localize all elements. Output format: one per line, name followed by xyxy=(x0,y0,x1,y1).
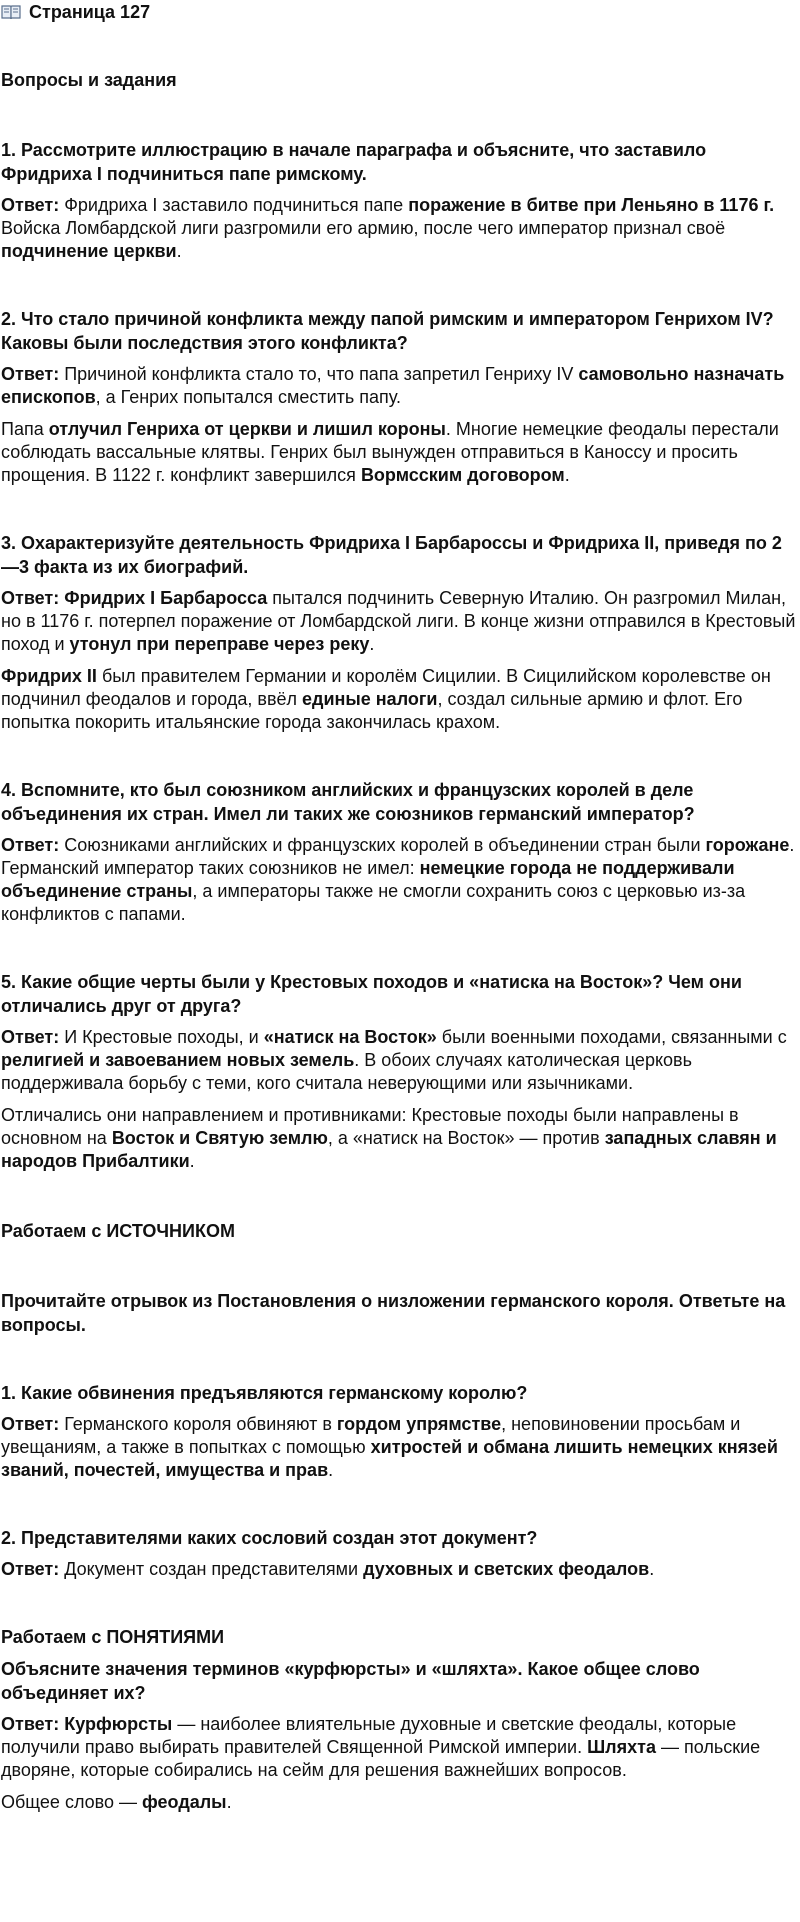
bold-text-run: самовольно назначать епископов xyxy=(1,364,785,407)
bold-text-run: хитростей и обмана лишить немецких князей званий, почестей, имущества и прав xyxy=(1,1437,778,1480)
bold-text-run: Вормсским договором xyxy=(360,465,565,485)
bold-text-run: Ответ: xyxy=(1,835,60,855)
question-5: 5. Какие общие черты были у Крестовых походов и «натиска на Восток»? Чем они отличались друг от друга? xyxy=(1,972,742,1016)
text-run: — польские дворяне, которые собирались на сейм для решения важнейших вопросов. xyxy=(1,1737,761,1780)
section-title-source: Работаем с ИСТОЧНИКОМ xyxy=(1,1221,235,1241)
bold-text-run: гордом упрямстве xyxy=(336,1414,502,1434)
text-run: , неповиновении просьбам и увещаниям, а также в попытках с помощью xyxy=(1,1414,741,1457)
text-run: , а «натиск на Восток» — против xyxy=(327,1128,605,1148)
text-run: Общее слово — xyxy=(1,1792,143,1812)
text-run: И Крестовые походы, и xyxy=(59,1027,264,1047)
text-run: . Многие немецкие феодалы перестали соблюдать вассальные клятвы. Генрих был вынужден отправиться в Каноссу и просить прощения. В 1122 г. конфликт завершился xyxy=(1,419,779,485)
answer-3-part-2 xyxy=(1,665,797,734)
text-run: Документ создан представителями xyxy=(59,1559,364,1579)
bold-text-run: отлучил Генриха от церкви и лишил короны xyxy=(48,419,446,439)
text-run: Отличались они направлением и противниками: Крестовые походы были направлены в основном на xyxy=(1,1105,739,1148)
bold-text-run: религией и завоеванием новых земель xyxy=(1,1050,355,1070)
source-answer-2 xyxy=(1,1558,797,1581)
bold-text-run: поражение в битве при Леньяно в 1176 г. xyxy=(408,195,775,215)
open-book-icon xyxy=(1,4,21,20)
text-run: . В обоих случаях католическая церковь поддерживала борьбу с теми, кого считала неверующими или язычниками. xyxy=(1,1050,692,1093)
bold-text-run: духовных и светских феодалов xyxy=(363,1559,650,1579)
text-run: пытался подчинить Северную Италию. Он разгромил Милан, но в 1176 г. потерпел поражение от Ломбардской лиги. В конце жизни отправился в Крестовый поход и xyxy=(1,588,796,654)
text-run: Фридриха I заставило подчиниться папе xyxy=(59,195,409,215)
bold-text-run: Ответ: xyxy=(1,364,60,384)
bold-text-run: немецкие города не поддерживали объединение страны xyxy=(1,858,735,901)
page-header xyxy=(1,0,797,24)
answer-1 xyxy=(1,194,797,263)
text-run: . xyxy=(564,465,570,485)
text-run: Папа xyxy=(1,419,49,439)
text-run: . xyxy=(176,241,182,261)
bold-text-run: утонул при переправе через реку xyxy=(69,634,370,654)
text-run: . xyxy=(369,634,375,654)
text-run: . xyxy=(226,1792,232,1812)
text-run: — наиболее влиятельные духовные и светские феодалы, которые получили право выбирать правителей Священной Римской империи. xyxy=(1,1714,737,1757)
bold-text-run: феодалы xyxy=(142,1792,227,1812)
bold-text-run: «натиск на Восток» xyxy=(263,1027,437,1047)
source-answer-1 xyxy=(1,1413,797,1482)
bold-text-run: горожане xyxy=(705,835,790,855)
question-2: 2. Что стало причиной конфликта между папой римским и императором Генрихом IV? Каковы были последствия этого конфликта? xyxy=(1,309,774,353)
bold-text-run: Ответ: xyxy=(1,1559,60,1579)
concepts-question: Объясните значения терминов «курфюрсты» и «шляхта». Какое общее слово объединяет их? xyxy=(1,1659,700,1703)
source-question-2: 2. Представителями каких сословий создан этот документ? xyxy=(1,1528,538,1548)
bold-text-run: Фридрих II xyxy=(1,666,97,686)
text-run: был правителем Германии и королём Сицилии. В Сицилийском королевстве он подчинил феодалов и города, ввёл xyxy=(1,666,771,709)
bold-text-run: Ответ: xyxy=(1,1027,60,1047)
bold-text-run: подчинение церкви xyxy=(1,241,177,261)
text-run: . xyxy=(649,1559,655,1579)
text-run: , создал сильные армию и флот. Его попытка покорить итальянские города закончилась крахом. xyxy=(1,689,743,732)
text-run: . Германский император таких союзников не имел: xyxy=(1,835,795,878)
bold-text-run: Ответ: Курфюрсты xyxy=(1,1714,173,1734)
page-title: Страница 127 xyxy=(29,2,151,22)
text-run: Войска Ломбардской лиги разгромили его армию, после чего император признал своё xyxy=(1,218,726,238)
text-run: Германского короля обвиняют в xyxy=(59,1414,337,1434)
text-run: . xyxy=(189,1151,195,1171)
bold-text-run: Ответ: xyxy=(1,1414,60,1434)
source-intro: Прочитайте отрывок из Постановления о низложении германского короля. Ответьте на вопросы. xyxy=(1,1291,786,1335)
bold-text-run: Шляхта xyxy=(587,1737,656,1757)
bold-text-run: единые налоги xyxy=(302,689,438,709)
question-4: 4. Вспомните, кто был союзником английских и французских королей в деле объединения их стран. Имел ли таких же союзников германский император? xyxy=(1,780,695,824)
text-run: . xyxy=(328,1460,334,1480)
answer-5-part-2 xyxy=(1,1104,797,1173)
bold-text-run: Ответ: xyxy=(1,195,60,215)
concepts-answer-part-1 xyxy=(1,1713,797,1782)
text-run: были военными походами, связанными с xyxy=(436,1027,787,1047)
section-title-concepts: Работаем с ПОНЯТИЯМИ xyxy=(1,1627,225,1647)
answer-2-part-1 xyxy=(1,363,797,409)
question-3: 3. Охарактеризуйте деятельность Фридриха I Барбароссы и Фридриха II, приведя по 2—3 факта из их биографий. xyxy=(1,533,782,577)
question-1: 1. Рассмотрите иллюстрацию в начале параграфа и объясните, что заставило Фридриха I подчиниться папе римскому. xyxy=(1,140,707,184)
bold-text-run: Ответ: Фридрих I Барбаросса xyxy=(1,588,268,608)
text-run: , а императоры также не смогли сохранить союз с церковью из-за конфликтов с папами. xyxy=(1,881,746,924)
bold-text-run: Восток и Святую землю xyxy=(111,1128,328,1148)
concepts-answer-part-2 xyxy=(1,1791,797,1814)
text-run: , а Генрих попытался сместить папу. xyxy=(95,387,402,407)
bold-text-run: западных славян и народов Прибалтики xyxy=(1,1128,777,1171)
answer-2-part-2 xyxy=(1,418,797,487)
text-run: Причиной конфликта стало то, что папа запретил Генриху IV xyxy=(59,364,579,384)
answer-3-part-1 xyxy=(1,587,797,656)
source-question-1: 1. Какие обвинения предъявляются германскому королю? xyxy=(1,1383,528,1403)
text-run: Союзниками английских и французских королей в объединении стран были xyxy=(59,835,706,855)
section-title-questions: Вопросы и задания xyxy=(1,70,177,90)
answer-4 xyxy=(1,834,797,926)
answer-5-part-1 xyxy=(1,1026,797,1095)
